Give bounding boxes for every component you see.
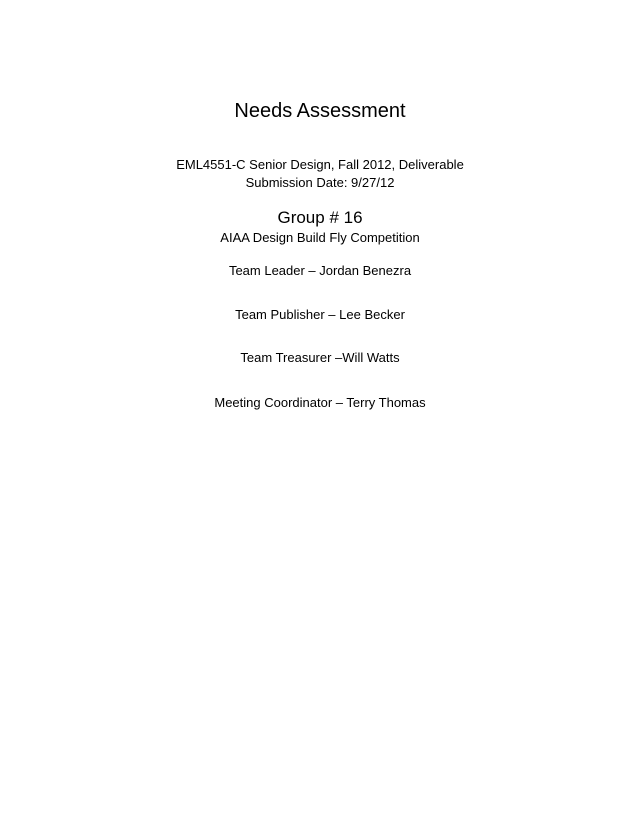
team-treasurer-line: Team Treasurer –Will Watts — [240, 350, 400, 365]
competition-name: AIAA Design Build Fly Competition — [220, 230, 420, 245]
submission-date: Submission Date: 9/27/12 — [245, 175, 395, 190]
team-publisher-line: Team Publisher – Lee Becker — [235, 307, 405, 322]
document-title: Needs Assessment — [234, 100, 406, 122]
group-heading: Group # 16 — [277, 208, 363, 227]
course-line: EML4551-C Senior Design, Fall 2012, Deliverable — [176, 157, 464, 172]
meeting-coordinator-line: Meeting Coordinator – Terry Thomas — [214, 395, 426, 410]
team-leader-line: Team Leader – Jordan Benezra — [228, 263, 412, 278]
